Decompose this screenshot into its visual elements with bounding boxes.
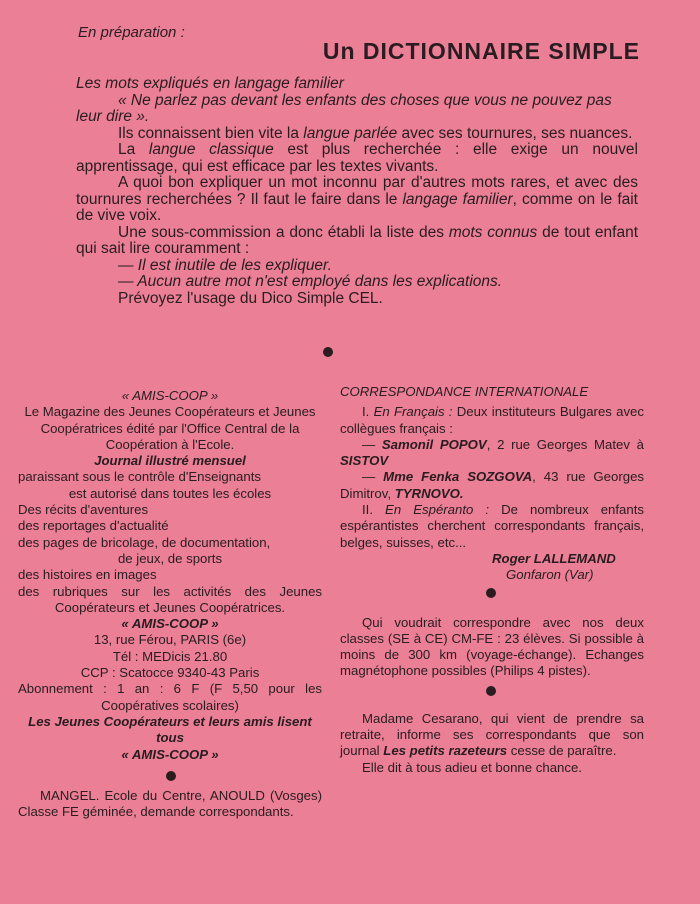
content-line: des histoires en images — [18, 567, 157, 583]
intro-subtitle: Les mots expliqués en langage familier — [76, 75, 344, 92]
left-column — [18, 388, 322, 820]
authorized-line: est autorisé dans toutes les écoles — [68, 485, 272, 501]
amis-coop-heading: « AMIS-COOP » — [121, 746, 219, 762]
contact-sozgova: — Mme Fenka SOZGOVA, 43 rue Georges Dimitrov, TYRNOVO. — [340, 469, 644, 501]
separator-dot — [486, 686, 496, 696]
separator-dot — [486, 588, 496, 598]
signature-place: Gonfaron (Var) — [506, 567, 594, 583]
correspondance-heading: CORRESPONDANCE INTERNATIONALE — [340, 384, 589, 399]
intro-paragraph: A quoi bon expliquer un mot inconnu par d'autres mots rares, et avec des tournures recherchées ? Il faut le faire dans le langage familier, comme on le fait de vive voix. — [76, 174, 638, 224]
separator-dot — [166, 771, 176, 781]
page-title: Un DICTIONNAIRE SIMPLE — [322, 38, 640, 64]
intro-paragraph: Une sous-commission a donc établi la liste des mots connus de tout enfant qui sait lire couramment : — [76, 223, 638, 257]
amis-coop-heading: « AMIS-COOP » — [121, 388, 219, 403]
address-line: 13, rue Férou, PARIS (6e) — [93, 632, 247, 648]
farewell-line: Elle dit à tous adieu et bonne chance. — [362, 759, 582, 775]
esperanto-section: II. En Espéranto : De nombreux enfants espérantistes cherchent correspondants français, belges, suisses, etc... — [340, 502, 644, 550]
tagline: Les Jeunes Coopérateurs et leurs amis lisent tous — [28, 713, 312, 746]
content-line: des pages de bricolage, de documentation, — [18, 534, 271, 550]
contact-popov: — Samonil POPOV, 2 rue Georges Matev à SISTOV — [340, 436, 644, 469]
retirement-notice: Madame Cesarano, qui vient de prendre sa retraite, informe ses correspondants que son journal Les petits razeteurs cesse de paraître. — [340, 710, 644, 759]
intro-closing: Prévoyez l'usage du Dico Simple CEL. — [118, 289, 383, 307]
intro-quote: « Ne parlez pas devant les enfants des choses que vous ne pouvez pas leur dire ». — [76, 91, 612, 125]
control-line: paraissant sous le contrôle d'Enseignants — [18, 469, 261, 485]
intro-paragraph: Ils connaissent bien vite la langue parlée avec ses tournures, ses nuances. — [118, 124, 633, 142]
intro-article — [76, 76, 638, 307]
subscription-line: Abonnement : 1 an : 6 F (F 5,50 pour les Coopératives scolaires) — [18, 681, 322, 713]
content-line: Des récits d'aventures — [18, 502, 149, 518]
signature-name: Roger LALLEMAND — [492, 550, 616, 566]
phone-line: Tél : MEDicis 21.80 — [112, 648, 228, 664]
content-line: des reportages d'actualité — [18, 518, 169, 534]
content-line: des rubriques sur les activités des Jeunes Coopérateurs et Jeunes Coopératrices. — [18, 583, 322, 615]
ccp-line: CCP : Scatocce 9340-43 Paris — [80, 665, 260, 681]
intro-paragraph: La langue classique est plus recherchée : elle exige un nouvel apprentissage, qui est efficace par les textes vivants. — [76, 141, 638, 175]
french-section: I. En Français : Deux instituteurs Bulgares avec collègues français : — [340, 404, 644, 436]
content-line: de jeux, de sports — [117, 550, 223, 566]
right-column — [340, 384, 644, 776]
intro-rule: — Aucun autre mot n'est employé dans les explications. — [118, 273, 503, 290]
preparation-label: En préparation : — [78, 24, 185, 41]
intro-rule: — Il est inutile de les expliquer. — [118, 256, 332, 274]
separator-dot — [323, 347, 333, 357]
amis-coop-heading: « AMIS-COOP » — [121, 616, 219, 632]
mangel-notice: MANGEL. Ecole du Centre, ANOULD (Vosges) Classe FE géminée, demande correspondants. — [18, 787, 322, 820]
journal-subtitle: Journal illustré mensuel — [94, 453, 246, 469]
class-exchange-notice: Qui voudrait correspondre avec nos deux classes (SE à CE) CM-FE : 23 élèves. Si possible à moins de 300 km (voyage-échange). Echanges magnétophone possibles (Philips 4 pistes). — [340, 614, 644, 679]
magazine-description: Le Magazine des Jeunes Coopérateurs et Jeunes Coopératrices édité par l'Office Central de la Coopération à l'Ecole. — [24, 404, 316, 452]
